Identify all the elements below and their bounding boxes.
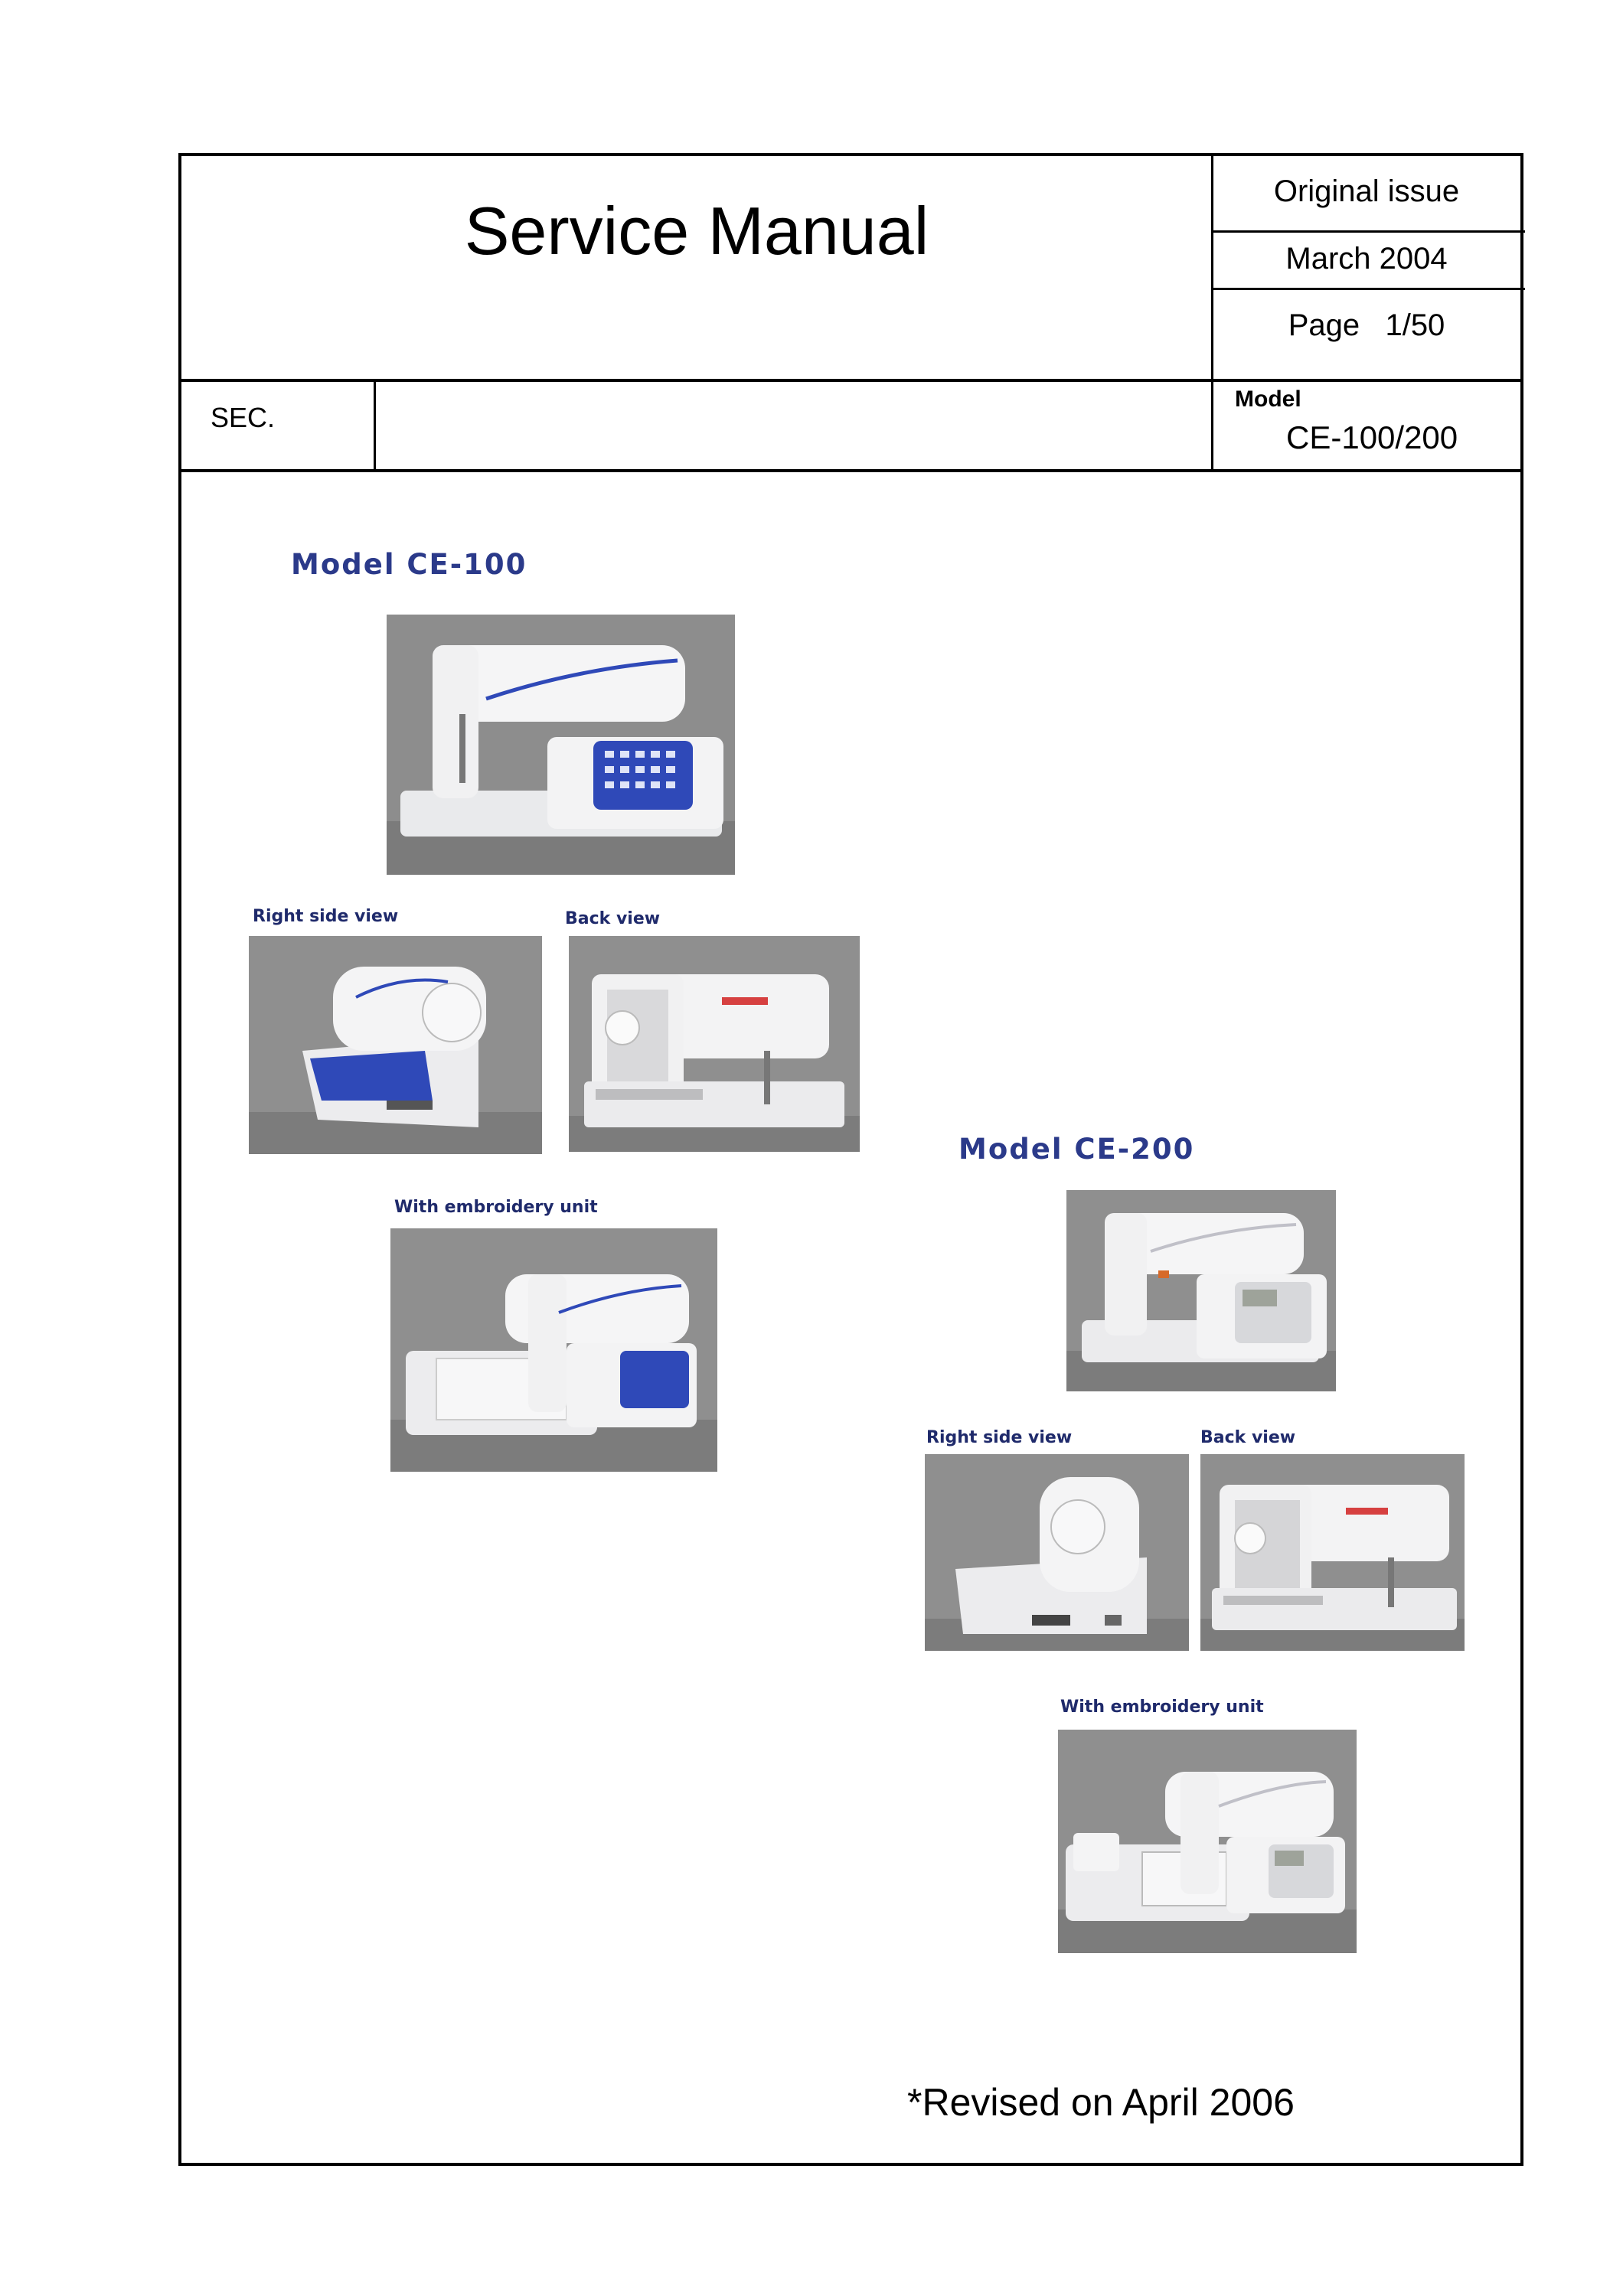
sewing-machine-illustration xyxy=(387,615,735,875)
issue-label: Original issue xyxy=(1273,174,1460,208)
ce100-back-caption: Back view xyxy=(565,909,661,928)
sewing-machine-illustration xyxy=(925,1454,1189,1651)
page-value: 1/50 xyxy=(1385,308,1445,342)
ce100-right-side-photo xyxy=(249,936,542,1154)
issue-row-divider xyxy=(1211,230,1525,233)
ce100-back-photo xyxy=(569,936,860,1152)
header-divider xyxy=(178,379,1523,382)
ce200-embroidery-photo xyxy=(1058,1730,1357,1953)
sewing-machine-illustration xyxy=(249,936,542,1154)
ce200-back-caption: Back view xyxy=(1200,1428,1296,1447)
model-label: Model xyxy=(1235,386,1301,412)
ce100-front-photo xyxy=(387,615,735,875)
page-number xyxy=(1213,310,1520,341)
revision-note: *Revised on April 2006 xyxy=(907,2081,1295,2124)
frame-bottom xyxy=(178,2163,1523,2166)
ce100-embroidery-photo xyxy=(390,1228,717,1472)
sewing-machine-illustration xyxy=(390,1228,717,1472)
sewing-machine-illustration xyxy=(1066,1190,1336,1391)
sec-row-divider xyxy=(178,469,1523,472)
sec-column-divider xyxy=(374,380,376,471)
frame-right xyxy=(1520,153,1523,2166)
sewing-machine-illustration xyxy=(569,936,860,1152)
model-value: CE-100/200 xyxy=(1286,419,1458,455)
sewing-machine-illustration xyxy=(1200,1454,1465,1651)
ce100-embroidery-caption: With embroidery unit xyxy=(394,1198,598,1217)
ce100-right-side-caption: Right side view xyxy=(253,907,399,926)
sewing-machine-illustration xyxy=(1058,1730,1357,1953)
ce200-back-photo xyxy=(1200,1454,1465,1651)
frame-top xyxy=(178,153,1523,156)
ce200-right-side-photo xyxy=(925,1454,1189,1651)
sec-label: SEC. xyxy=(211,402,276,433)
ce200-right-side-caption: Right side view xyxy=(926,1428,1073,1447)
ce200-embroidery-caption: With embroidery unit xyxy=(1060,1698,1264,1717)
page-title: Service Manual xyxy=(464,193,929,269)
ce200-front-photo xyxy=(1066,1190,1336,1391)
frame-left xyxy=(178,153,181,2166)
date-row-divider xyxy=(1211,288,1525,290)
ce200-title: Model CE-200 xyxy=(958,1133,1195,1166)
issue-date: March 2004 xyxy=(1285,242,1448,276)
page-label: Page xyxy=(1288,308,1360,342)
ce100-title: Model CE-100 xyxy=(291,548,527,581)
